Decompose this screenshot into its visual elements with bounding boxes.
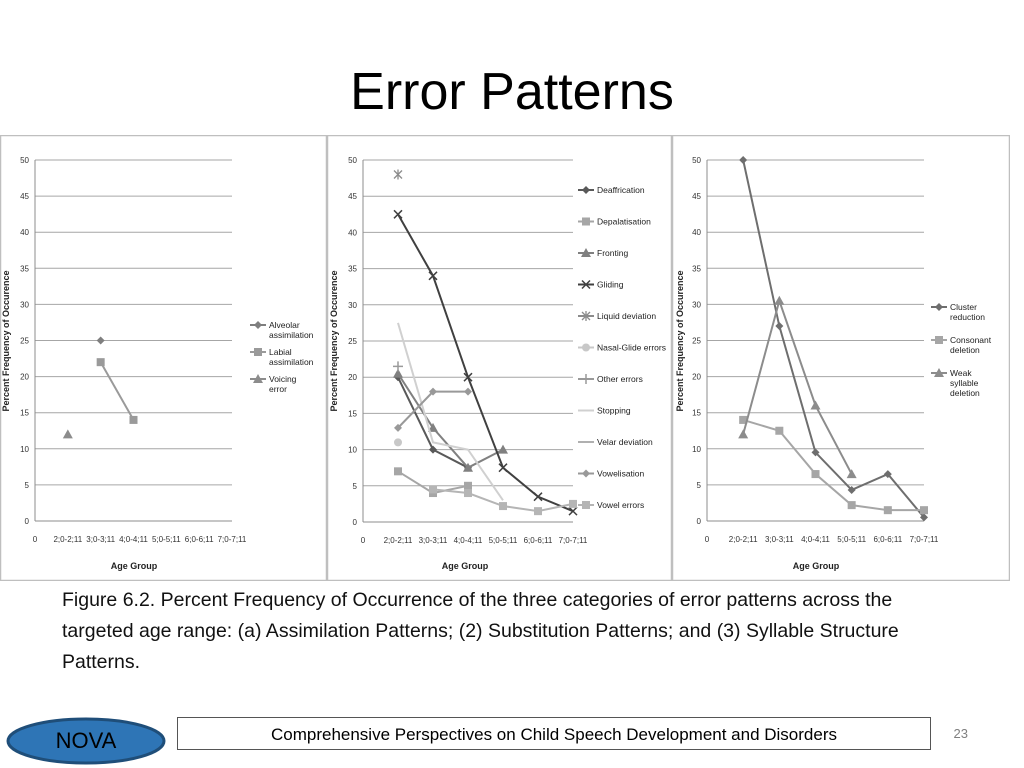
y-tick-label: 10	[348, 445, 357, 455]
x-tick-label: 4;0-4;11	[119, 535, 148, 544]
figure	[0, 135, 1010, 581]
legend-label: Stopping	[597, 405, 631, 416]
panel-syllable-structure	[673, 136, 1010, 581]
y-tick-label: 50	[20, 156, 29, 165]
data-point	[499, 502, 507, 510]
x-axis-label: Age Group	[110, 561, 158, 571]
panel-frame	[673, 136, 1010, 581]
data-point	[569, 500, 577, 508]
x-tick-label: 2;0-2;11	[728, 535, 758, 544]
data-point	[884, 506, 892, 514]
x-tick-label: 7;0-7;11	[217, 535, 247, 544]
x-tick-label: 6;0-6;11	[523, 536, 553, 545]
y-tick-label: 45	[348, 192, 357, 202]
data-point	[97, 358, 105, 366]
legend-label: Vowelisation	[597, 468, 645, 479]
y-axis-label: Percent Frequency of Occurence	[329, 270, 339, 412]
data-point	[130, 416, 138, 424]
legend-marker	[582, 501, 590, 509]
x-tick-label: 3;0-3;11	[86, 535, 116, 544]
legend-label: Gliding	[597, 279, 624, 290]
x-axis-label: Age Group	[441, 561, 489, 571]
y-tick-label: 35	[348, 264, 357, 274]
data-point	[394, 467, 402, 475]
data-point	[920, 506, 928, 514]
x-axis-label: Age Group	[792, 561, 840, 571]
x-tick-label: 0	[360, 536, 366, 545]
y-tick-label: 50	[348, 156, 357, 165]
data-point	[394, 438, 402, 446]
footer-box	[177, 717, 931, 750]
y-tick-label: 5	[352, 481, 357, 491]
y-tick-label: 50	[692, 156, 701, 165]
data-point	[775, 427, 783, 435]
y-tick-label: 20	[348, 373, 357, 383]
y-tick-label: 45	[692, 192, 701, 202]
y-tick-label: 20	[692, 372, 701, 382]
legend-label: Weak syllable deletion	[950, 368, 980, 398]
legend-label: Fronting	[597, 248, 629, 258]
y-tick-label: 40	[348, 228, 357, 238]
y-tick-label: 40	[692, 228, 701, 238]
data-point	[534, 507, 542, 515]
y-tick-label: 35	[692, 264, 701, 274]
panel-substitution	[328, 136, 672, 581]
page-number: 23	[953, 726, 968, 741]
legend-item	[578, 500, 644, 510]
y-tick-label: 25	[692, 336, 701, 346]
data-point	[848, 501, 856, 509]
nova-logo-text: NOVA	[55, 728, 117, 753]
legend-label: Liquid deviation	[597, 311, 657, 321]
y-tick-label: 20	[20, 372, 29, 382]
y-tick-label: 0	[24, 517, 29, 526]
data-point	[464, 482, 472, 490]
x-tick-label: 7;0-7;11	[558, 536, 588, 545]
panel-frame	[328, 136, 672, 581]
figure-caption: Figure 6.2. Percent Frequency of Occurrence of the three categories of error patterns across the targeted age range: (a) Assimilation Patterns; (2) Substitution Patterns; and (3) Syllable Structure Patterns.	[62, 589, 899, 673]
legend-label: Consonant deletion	[950, 335, 992, 355]
x-tick-label: 5;0-5;11	[837, 535, 867, 544]
legend-label: Other errors	[597, 374, 643, 384]
legend-marker	[935, 336, 943, 344]
legend-label: Labial assimilation	[269, 347, 314, 367]
legend-label: Voicing error	[269, 374, 297, 394]
data-point	[429, 485, 437, 493]
y-tick-label: 40	[20, 228, 29, 238]
legend-marker	[582, 344, 590, 352]
y-tick-label: 30	[692, 300, 701, 310]
y-axis-label: Percent Frequency of Occurence	[675, 270, 685, 412]
slide-title: Error Patterns	[350, 63, 674, 121]
nova-logo	[6, 716, 166, 766]
x-tick-label: 5;0-5;11	[151, 535, 181, 544]
y-tick-label: 0	[696, 517, 701, 526]
y-tick-label: 30	[20, 300, 29, 310]
y-tick-label: 10	[692, 444, 701, 454]
legend-label: Vowel errors	[597, 500, 645, 510]
x-tick-label: 0	[32, 535, 38, 544]
series-nasal-glide-errors	[394, 438, 402, 446]
y-tick-label: 45	[20, 192, 29, 202]
y-tick-label: 25	[348, 337, 357, 346]
data-point	[812, 470, 820, 478]
legend-item	[578, 248, 628, 258]
y-tick-label: 5	[24, 480, 29, 490]
x-tick-label: 6;0-6;11	[873, 535, 903, 544]
x-tick-label: 2;0-2;11	[53, 535, 83, 544]
legend-marker	[254, 348, 262, 356]
y-tick-label: 25	[20, 336, 29, 346]
y-tick-label: 15	[20, 408, 29, 418]
y-tick-label: 10	[20, 444, 29, 454]
legend-item	[578, 217, 651, 227]
x-tick-label: 6;0-6;11	[184, 535, 214, 544]
x-tick-label: 4;0-4;11	[801, 535, 830, 544]
legend-item	[578, 311, 656, 321]
y-axis-label: Percent Frequency of Occurence	[1, 270, 11, 412]
y-tick-label: 15	[348, 409, 357, 419]
legend-label: Velar deviation	[597, 437, 653, 447]
y-tick-label: 0	[352, 518, 357, 527]
legend-label: Cluster reduction	[950, 302, 985, 322]
x-tick-label: 5;0-5;11	[488, 536, 518, 545]
legend-marker	[582, 218, 590, 226]
y-tick-label: 35	[20, 264, 29, 274]
legend-label: Depalatisation	[597, 216, 651, 227]
y-tick-label: 5	[696, 480, 701, 490]
footer-text: Comprehensive Perspectives on Child Speech Development and Disorders	[270, 725, 837, 744]
data-point	[464, 489, 472, 497]
x-tick-label: 3;0-3;11	[418, 536, 448, 545]
panel-assimilation	[1, 136, 327, 581]
x-tick-label: 0	[704, 535, 710, 544]
x-tick-label: 3;0-3;11	[764, 535, 794, 544]
legend-label: Deaffrication	[597, 185, 645, 195]
y-tick-label: 30	[348, 300, 357, 310]
x-tick-label: 2;0-2;11	[383, 536, 413, 545]
x-tick-label: 7;0-7;11	[909, 535, 939, 544]
legend-label: Alveolar assimilation	[269, 320, 314, 340]
legend-label: Nasal-Glide errors	[597, 342, 666, 353]
y-tick-label: 15	[692, 408, 701, 418]
x-tick-label: 4;0-4;11	[453, 536, 483, 545]
